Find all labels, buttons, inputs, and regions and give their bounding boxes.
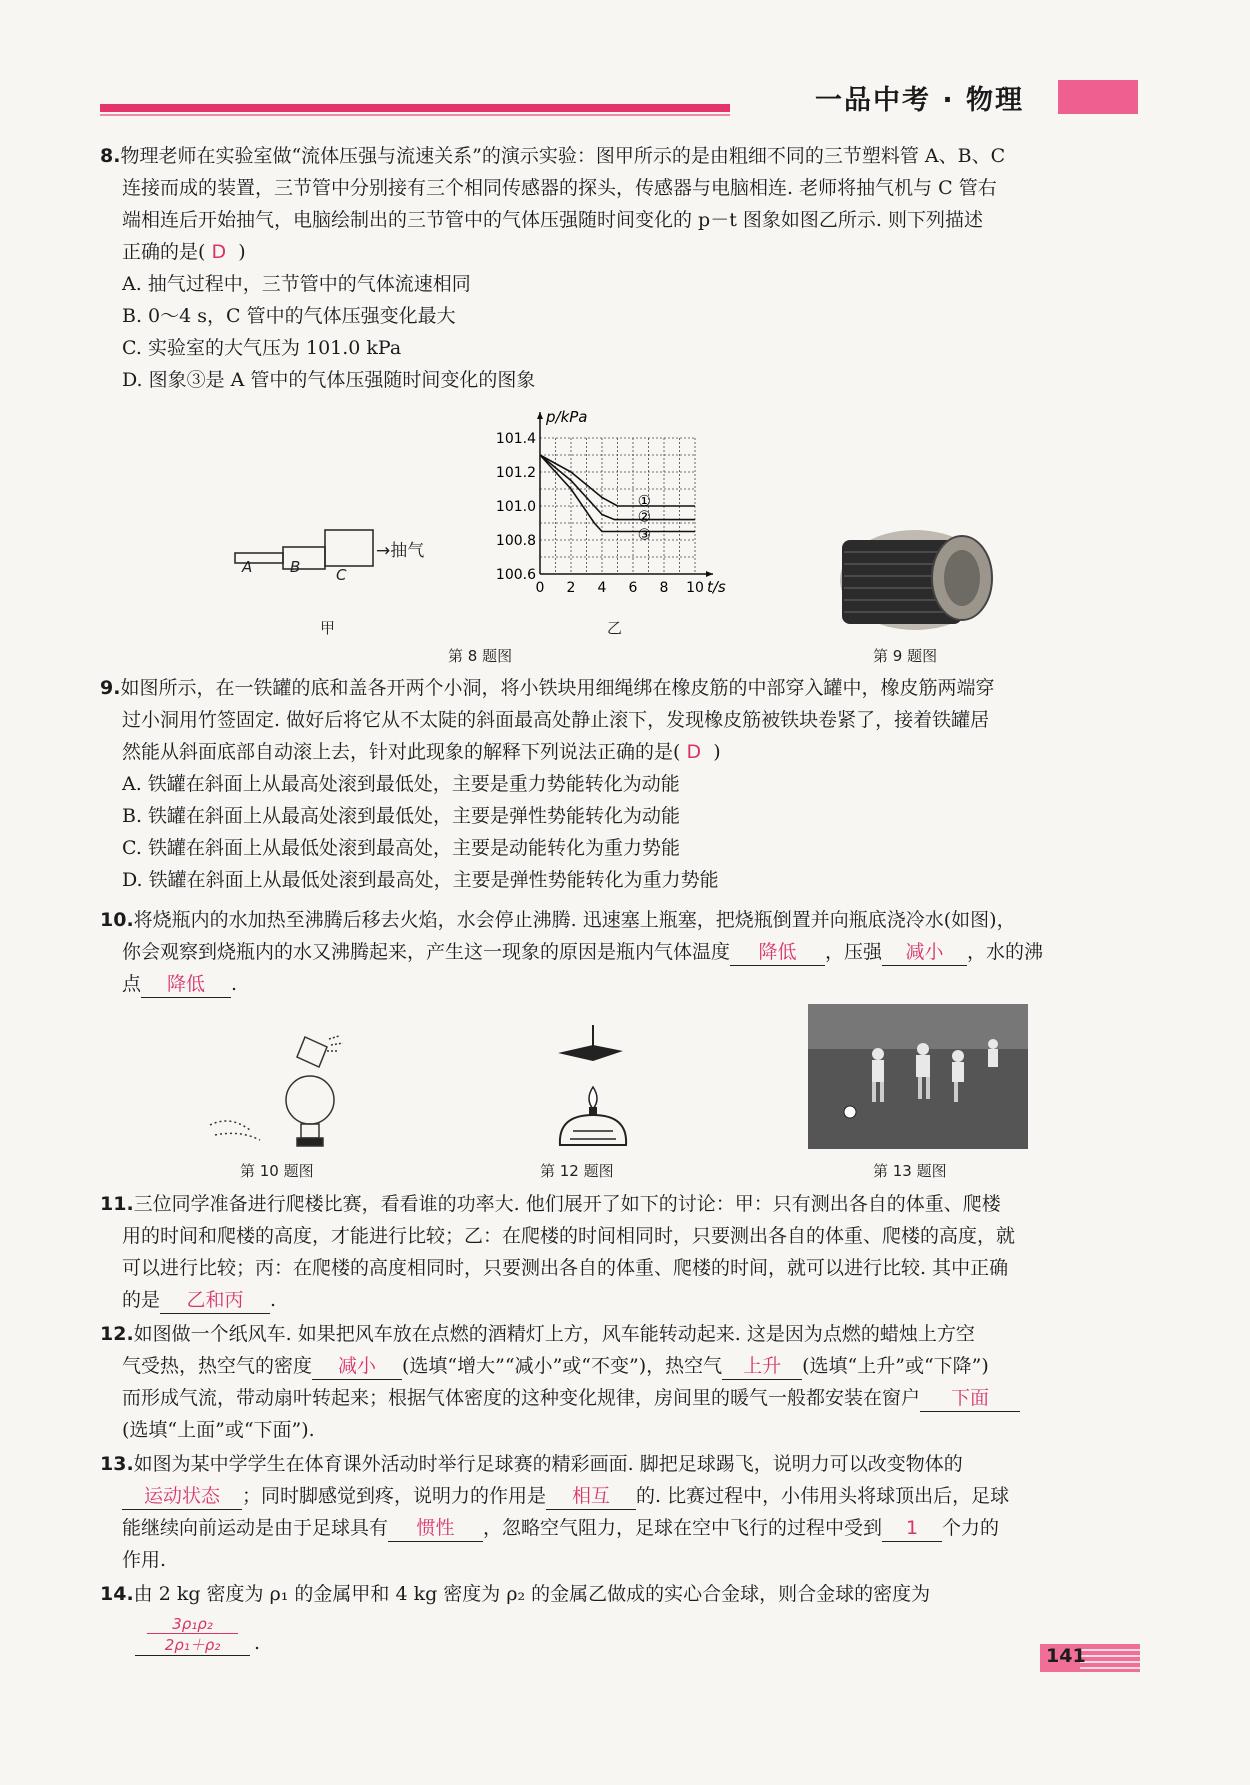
q8-answer: D — [211, 241, 227, 263]
header-title: 一品中考 · 物理 — [815, 85, 1025, 116]
flask-cold-water-image — [205, 1025, 365, 1155]
header-decor-line — [100, 114, 730, 116]
pump-label: →抽气 — [376, 541, 425, 561]
q11-stem-l4a: 的是 — [122, 1289, 161, 1311]
q9-stem-l3: 然能从斜面底部自动滚上去，针对此现象的解释下列说法正确的是( — [122, 741, 681, 763]
q12-figure-caption: 第 12 题图 — [540, 1162, 614, 1180]
y-tick-label: 100.6 — [495, 567, 536, 583]
tube-diagram — [230, 525, 470, 595]
x-axis-arrow — [706, 571, 713, 577]
question-12 — [100, 1318, 1140, 1446]
question-10 — [100, 904, 1140, 1000]
series-label-2: ② — [637, 507, 652, 526]
q11-number: 11. — [100, 1193, 134, 1215]
q11-stem-l4b: . — [270, 1289, 277, 1311]
q12-blank-1: 减小 — [312, 1353, 402, 1380]
series-label-1: ① — [637, 492, 652, 510]
q10-stem-l3b: . — [231, 973, 238, 995]
x-tick-label: 6 — [628, 580, 638, 596]
football-match-photo — [808, 1004, 1028, 1149]
tube-label-c: C — [336, 566, 347, 584]
q9-number: 9. — [100, 677, 121, 699]
q14-answer-denominator: 2ρ₁＋ρ₂ — [147, 1633, 238, 1655]
question-9 — [100, 672, 1140, 896]
q8-figure-caption: 第 8 题图 — [448, 647, 513, 665]
series-label-3: ③ — [637, 525, 652, 544]
q13-stem-l3b: ，忽略空气阻力，足球在空中飞行的过程中受到 — [483, 1517, 883, 1539]
page-number-stripes — [1080, 1644, 1140, 1672]
q13-blank-3: 惯性 — [388, 1515, 483, 1542]
q13-stem-l2a: ；同时脚感觉到疼，说明力的作用是 — [242, 1485, 547, 1507]
q13-stem-l1: 如图为某中学学生在体育课外活动时举行足球赛的精彩画面. 脚把足球踢飞，说明力可以改变物体的 — [133, 1453, 963, 1475]
q12-stem-l2a: 气受热，热空气的密度 — [122, 1355, 313, 1377]
header-decor-bar — [100, 104, 730, 112]
q12-stem-l4: (选填“上面”或“下面”). — [122, 1419, 315, 1441]
fig-jia-label: 甲 — [320, 619, 336, 637]
q8-option-a: A. 抽气过程中，三节管中的气体流速相同 — [122, 273, 471, 295]
q13-stem-l3c: 个力的 — [942, 1517, 1000, 1539]
q10-blank-3: 降低 — [141, 971, 231, 998]
q10-stem-l1: 将烧瓶内的水加热至沸腾后移去火焰，水会停止沸腾. 迅速塞上瓶塞，把烧瓶倒置并向瓶底浇冷水(如图)， — [133, 909, 1016, 931]
q13-blank-4: 1 — [882, 1515, 942, 1542]
q9-option-b: B. 铁罐在斜面上从最高处滚到最低处，主要是弹性势能转化为动能 — [122, 805, 681, 827]
pinwheel-lamp-image — [538, 1015, 648, 1155]
q11-stem-l1: 三位同学准备进行爬楼比赛，看看谁的功率大. 他们展开了如下的讨论：甲：只有测出各自的体重、爬楼 — [133, 1193, 1001, 1215]
q11-stem-l2: 用的时间和爬楼的高度，才能进行比较；乙：在爬楼的时间相同时，只要测出各自的体重、爬楼的高度，就 — [122, 1225, 1016, 1247]
q8-stem-l4: 正确的是( — [122, 241, 206, 263]
y-tick-label: 101.4 — [495, 431, 536, 447]
q13-blank-1: 运动状态 — [122, 1483, 242, 1510]
q14-stem-l1: 由 2 kg 密度为 ρ₁ 的金属甲和 4 kg 密度为 ρ₂ 的金属乙做成的实心合金球，则合金球的密度为 — [133, 1583, 931, 1605]
x-axis-label: t/s — [707, 578, 726, 596]
q9-answer: D — [686, 741, 702, 763]
q13-number: 13. — [100, 1453, 134, 1475]
pressure-time-chart — [490, 398, 750, 598]
q11-blank: 乙和丙 — [160, 1287, 270, 1314]
q10-figure-caption: 第 10 题图 — [240, 1162, 314, 1180]
q12-stem-l3a: 而形成气流，带动扇叶转起来；根据气体密度的这种变化规律，房间里的暖气一般都安装在窗户 — [122, 1387, 921, 1409]
q8-option-c: C. 实验室的大气压为 101.0 kPa — [122, 337, 402, 359]
question-8 — [100, 140, 1140, 396]
q8-stem-l1: 物理老师在实验室做“流体压强与流速关系”的演示实验：图甲所示的是由粗细不同的三节塑料管 A、B、C — [120, 145, 1006, 167]
q12-stem-l2c: (选填“上升”或“下降”) — [802, 1355, 989, 1377]
q9-option-a: A. 铁罐在斜面上从最高处滚到最低处，主要是重力势能转化为动能 — [122, 773, 680, 795]
q13-figure-caption: 第 13 题图 — [873, 1162, 947, 1180]
x-tick-label: 2 — [566, 580, 576, 596]
q13-stem-l3a: 能继续向前运动是由于足球具有 — [122, 1517, 389, 1539]
tube-label-a: A — [242, 558, 253, 576]
q14-answer-numerator: 3ρ₁ρ₂ — [172, 1615, 213, 1633]
q10-stem-l2a: 你会观察到烧瓶内的水又沸腾起来，产生这一现象的原因是瓶内气体温度 — [122, 941, 731, 963]
x-tick-label: 4 — [597, 580, 607, 596]
q10-stem-l2b: ，压强 — [825, 941, 883, 963]
q13-stem-l4: 作用. — [122, 1549, 167, 1571]
q13-stem-l2b: 的. 比赛过程中，小伟用头将球顶出后，足球 — [636, 1485, 1010, 1507]
q8-option-b: B. 0～4 s，C 管中的气体压强变化最大 — [122, 305, 456, 327]
question-13 — [100, 1448, 1140, 1576]
iron-can-image — [830, 520, 1000, 640]
q9-stem-l1: 如图所示，在一铁罐的底和盖各开两个小洞，将小铁块用细绳绑在橡皮筋的中部穿入罐中，橡皮筋两端穿 — [120, 677, 995, 699]
q10-stem-l2c: ，水的沸 — [967, 941, 1044, 963]
y-tick-label: 101.2 — [495, 465, 536, 481]
q11-stem-l3: 可以进行比较；丙：在爬楼的高度相同时，只要测出各自的体重、爬楼的时间，就可以进行比较. 其中正确 — [122, 1257, 1009, 1279]
y-tick-label: 101.0 — [495, 499, 536, 515]
q9-option-c: C. 铁罐在斜面上从最低处滚到最高处，主要是动能转化为重力势能 — [122, 837, 680, 859]
header-decor-block — [1058, 80, 1138, 114]
q9-stem-end: ) — [713, 741, 721, 763]
q10-blank-2: 减小 — [882, 939, 967, 966]
q9-stem-l2: 过小洞用竹签固定. 做好后将它从不太陡的斜面最高处静止滚下，发现橡皮筋被铁块卷紧了，接着铁罐居 — [122, 709, 990, 731]
page-number: 141 — [1046, 1645, 1086, 1667]
q14-number: 14. — [100, 1583, 134, 1605]
q8-stem-l2: 连接而成的装置，三节管中分别接有三个相同传感器的探头，传感器与电脑相连. 老师将抽气机与 C 管右 — [122, 177, 997, 199]
x-tick-label: 10 — [686, 580, 704, 596]
y-tick-label: 100.8 — [495, 533, 536, 549]
q12-blank-3: 下面 — [920, 1385, 1020, 1412]
q14-end: . — [254, 1632, 261, 1654]
q12-blank-2: 上升 — [722, 1353, 802, 1380]
q8-stem-l3: 端相连后开始抽气，电脑绘制出的三节管中的气体压强随时间变化的 p－t 图象如图乙所示. 则下列描述 — [122, 209, 983, 231]
q13-blank-2: 相互 — [546, 1483, 636, 1510]
q12-number: 12. — [100, 1323, 134, 1345]
q10-number: 10. — [100, 909, 134, 931]
q10-stem-l3a: 点 — [122, 973, 142, 995]
fig-yi-label: 乙 — [607, 619, 623, 637]
q8-number: 8. — [100, 145, 121, 167]
tube-c — [325, 530, 373, 566]
q8-option-d: D. 图象③是 A 管中的气体压强随时间变化的图象 — [122, 369, 536, 391]
q8-stem-end: ) — [238, 241, 246, 263]
y-axis-arrow — [537, 412, 543, 419]
x-tick-label: 8 — [659, 580, 669, 596]
q14-answer-fraction — [135, 1615, 250, 1656]
q10-blank-1: 降低 — [730, 939, 825, 966]
x-tick-label: 0 — [535, 580, 545, 596]
y-axis-label: p/kPa — [546, 408, 588, 426]
question-14 — [100, 1578, 1140, 1610]
q12-stem-l2b: (选填“增大”“减小”或“不变”)，热空气 — [402, 1355, 723, 1377]
q12-stem-l1: 如图做一个纸风车. 如果把风车放在点燃的酒精灯上方，风车能转动起来. 这是因为点燃的蜡烛上方空 — [133, 1323, 975, 1345]
q9-option-d: D. 铁罐在斜面上从最低处滚到最高处，主要是弹性势能转化为重力势能 — [122, 869, 719, 891]
q9-figure-caption: 第 9 题图 — [873, 647, 938, 665]
question-11 — [100, 1188, 1140, 1316]
tube-label-b: B — [290, 558, 301, 576]
